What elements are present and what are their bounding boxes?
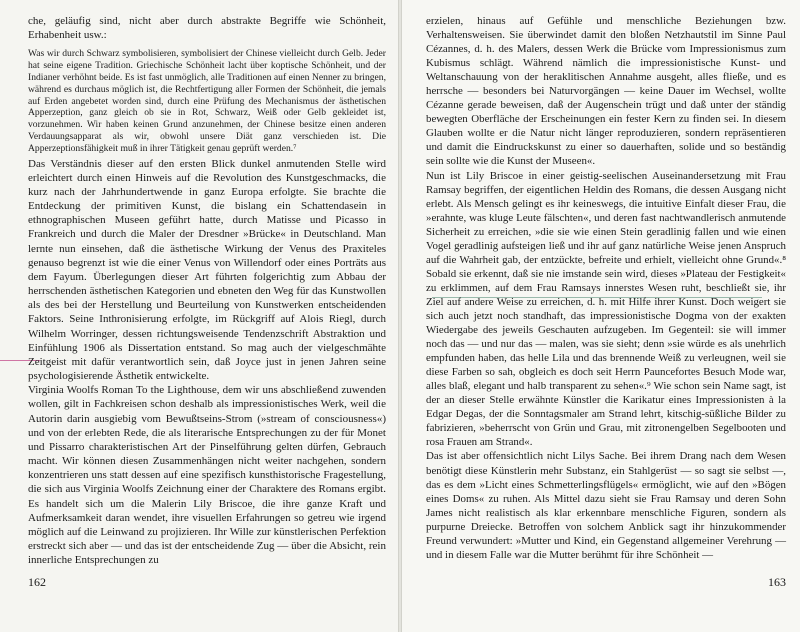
right-page — [402, 0, 800, 632]
paragraph: Nun ist Lily Briscoe in einer geistig-seelischen Auseinandersetzung mit Frau Ramsay begriffen, der eigentlichen Heldin des Romans, die dessen Ausgang nicht erlebt. Als Mensch gelingt es ihr keineswegs, die intuitive Einfalt dieser Frau, die »erahnte, was kluge Leute fälschten«, und deren fast nachtwandlerisch anmutende Sicherheit zu erreichen, »die sie wie einen Stein geradlinig fallen und wie einen Vogel geradlinig aufsteigen ließ und ihr auf ganz natürliche Weise jenen Anspruch auf die Wahrheit gab, der entzückte, befreite und erhielt, vielleicht ohne Grund«.⁸ Sobald sie erkennt, daß sie nie imstande sein wird, dieses »Plateau der Festigkeit« zu erklimmen, auf dem Frau Ramsays innerstes Wesen ruht, beschließt sie, ihr Ziel auf andere Weise zu erreichen, d. h. mit Hilfe ihrer Kunst. Doch weigert sie sich auch jetzt noch standhaft, das impressionistische Dogma von der exakten Wiedergabe des jeweils Geschauten aufzugeben. Im Gegenteil: sie will immer noch das — und nur das — malen, was sie sieht; denn »sie würde es als unehrlich empfunden haben, das helle Lila und das brennende Weiß zu verleugnen, weil sie diese Farben so sah, obgleich es doch seit Herrn Pauncefortes Besuch Mode war, alles blaß, elegant und halb transparent zu sehen«.⁹ Wie schon sein Name sagt, ist der an dieser Stelle erwähnte Künstler die Karikatur eines Impressionisten à la Edgar Degas, der die Sonntagsmaler am Strand lehrt, kitschig-süßliche Bilder zu fabrizieren, »beherrscht von Grün und Grau, mit zitronengelben Segelbooten und rosa Frauen am Strand«. — [426, 169, 786, 449]
left-page — [0, 0, 398, 632]
left-text-block — [28, 14, 386, 568]
page-number: 162 — [28, 575, 46, 589]
paragraph: Das Verständnis dieser auf den ersten Blick dunkel anmutenden Stelle wird erleichtert durch einen Hinweis auf die Revolution des Kunstgeschmacks, die kurz nach der Jahrhundertwende in ganz Europa erfolgte. Sie brachte die Entdeckung der primitiven Kunst, die bislang ein Schattendasein in ethnographischen Museen geführt hatte, durch Matisse und Picasso in Frankreich und durch die Maler der Dresdner »Brücke« in Deutschland. Man lernte nun einsehen, daß die ästhetische Wirkung der Venus des Praxiteles genauso begrenzt ist wie die einer Venus von Willendorf oder eines Porträts aus dem Fayum. Überlegungen dieser Art führten folgerichtig zum Abbau der herrschenden ästhetischen Kategorien und ebneten den Weg für das Kunstwollen als des bei der Herstellung und Beurteilung von Kunstwerken entscheidenden Faktors. Seine Inthronisierung erfolgte, im Rückgriff auf Alois Riegl, durch Wilhelm Worringer, dessen richtungsweisende Tendenzschrift Abstraktion und Einfühlung 1906 als Dissertation entstand. So mag auch der vielgeschmähte Zeitgeist mit dafür verantwortlich sein, daß Joyce just in jenen Jahren seine psychologisierende Ästhetik entwickelte. — [28, 157, 386, 383]
block-quote: Was wir durch Schwarz symbolisieren, symbolisiert der Chinese vielleicht durch Gelb. Jeder hat seine eigene Tradition. Griechische Schönheit lacht über koptische Schönheit, und der Indianer verhöhnt beide. Es ist fast unmöglich, alle Traditionen auf einen Nenner zu bringen, während es durchaus möglich ist, die Rechtfertigung aller Formen der Schönheit, die jemals auf Erden angebetet worden sind, durch eine Prüfung des Mechanismus der ästhetischen Apperzeption, ganz gleich ob sie in Rot, Schwarz, Weiß oder Gelb gekleidet ist, vorzunehmen. Wir haben keinen Grund anzunehmen, der Chinese besitze einen anderen Verdauungsapparat als wir, obwohl unsere Diät ganz verschieden ist. Die Apperzeptionsfähigkeit muß in ihrer Tätigkeit genau geprüft werden.⁷ — [28, 48, 386, 154]
paragraph: Das ist aber offensichtlich nicht Lilys Sache. Bei ihrem Drang nach dem Wesen benötigt diese Künstlerin mehr Substanz, ein Stahlgerüst — so sagt sie selbst —, das es dem »Licht eines Schmetterlingsflügels« ermöglicht, wie auf den »Bögen eines Doms« zu ruhen. Als Mittel dazu sieht sie Frau Ramsay und deren Sohn James nicht realistisch als klar erkennbare menschliche Figuren, sondern als purpurne Dreiecke. Betroffen von solchem Anblick sagt ihr hinzukommender Freund verwundert: »Mutter und Kind, ein Gegenstand allgemeiner Verehrung — und in diesem Falle war die Mutter berühmt für ihre Schönheit — — [426, 450, 786, 561]
right-text-block — [426, 14, 786, 562]
paragraph: che, geläufig sind, nicht aber durch abstrakte Begriffe wie Schönheit, Erhabenheit usw.: — [28, 15, 386, 42]
paragraph: Virginia Woolfs Roman To the Lighthouse, dem wir uns abschließend zuwenden wollen, gilt in Fachkreisen schon deshalb als impressionistisches Werk, weil die Autorin darin ausgiebig vom Bewußtseins-Strom (»stream of consciousness«) und von der erlebten Rede, die als literarische Entsprechungen zu der für Monet und Pissarro charakteristischen Art der Pinselführung gelten dürfen, Gebrauch macht. Wir können diesen Zusammenhängen nicht weiter nachgehen, sondern konzentrieren uns statt dessen auf eine spezifisch kunsthistorische Fragestellung, die sich aus Virginia Woolfs Zeichnung einer der Charaktere des Romans ergibt. Es handelt sich um die Malerin Lily Briscoe, die ihre ganze Kraft und Aufmerksamkeit daran wendet, ihre visuellen Erfahrungen so getreu wie irgend möglich auf die Leinwand zu projizieren. Ihr Wille zur künstlerischen Perfektion erstreckt sich aber — und das ist der entscheidende Zug — über die Absicht, rein innerliche Entsprechungen zu — [28, 384, 386, 567]
page-number: 163 — [768, 575, 786, 589]
paragraph: erzielen, hinaus auf Gefühle und menschliche Beziehungen bzw. Verhaltensweisen. Sie überwindet damit den bloßen Netzhautstil im Sinne Paul Cézannes, d. h. des Malers, dessen Werk die Brücke vom Impressionismus zum Kubismus schlägt. Während nämlich die impressionistische Kunst- und Weltanschauung von der heraklitischen Annahme ausgeht, alles fließe, und es herrsche — besonders bei Naturvorgängen — keine Dauer im Wechsel, wollte Cézanne gerade beweisen, daß der Augenschein trügt und daß unter der ständig bewegten Oberfläche der Erscheinungen ein fester Kern zu finden sei. In diesem Glauben wollte er die Natur nicht länger reproduzieren, sondern repräsentieren und damit die Eindruckskunst zu einer so dauerhaften, solide und so beständig sein sollte wie die Kunst der Museen«. — [426, 15, 786, 168]
